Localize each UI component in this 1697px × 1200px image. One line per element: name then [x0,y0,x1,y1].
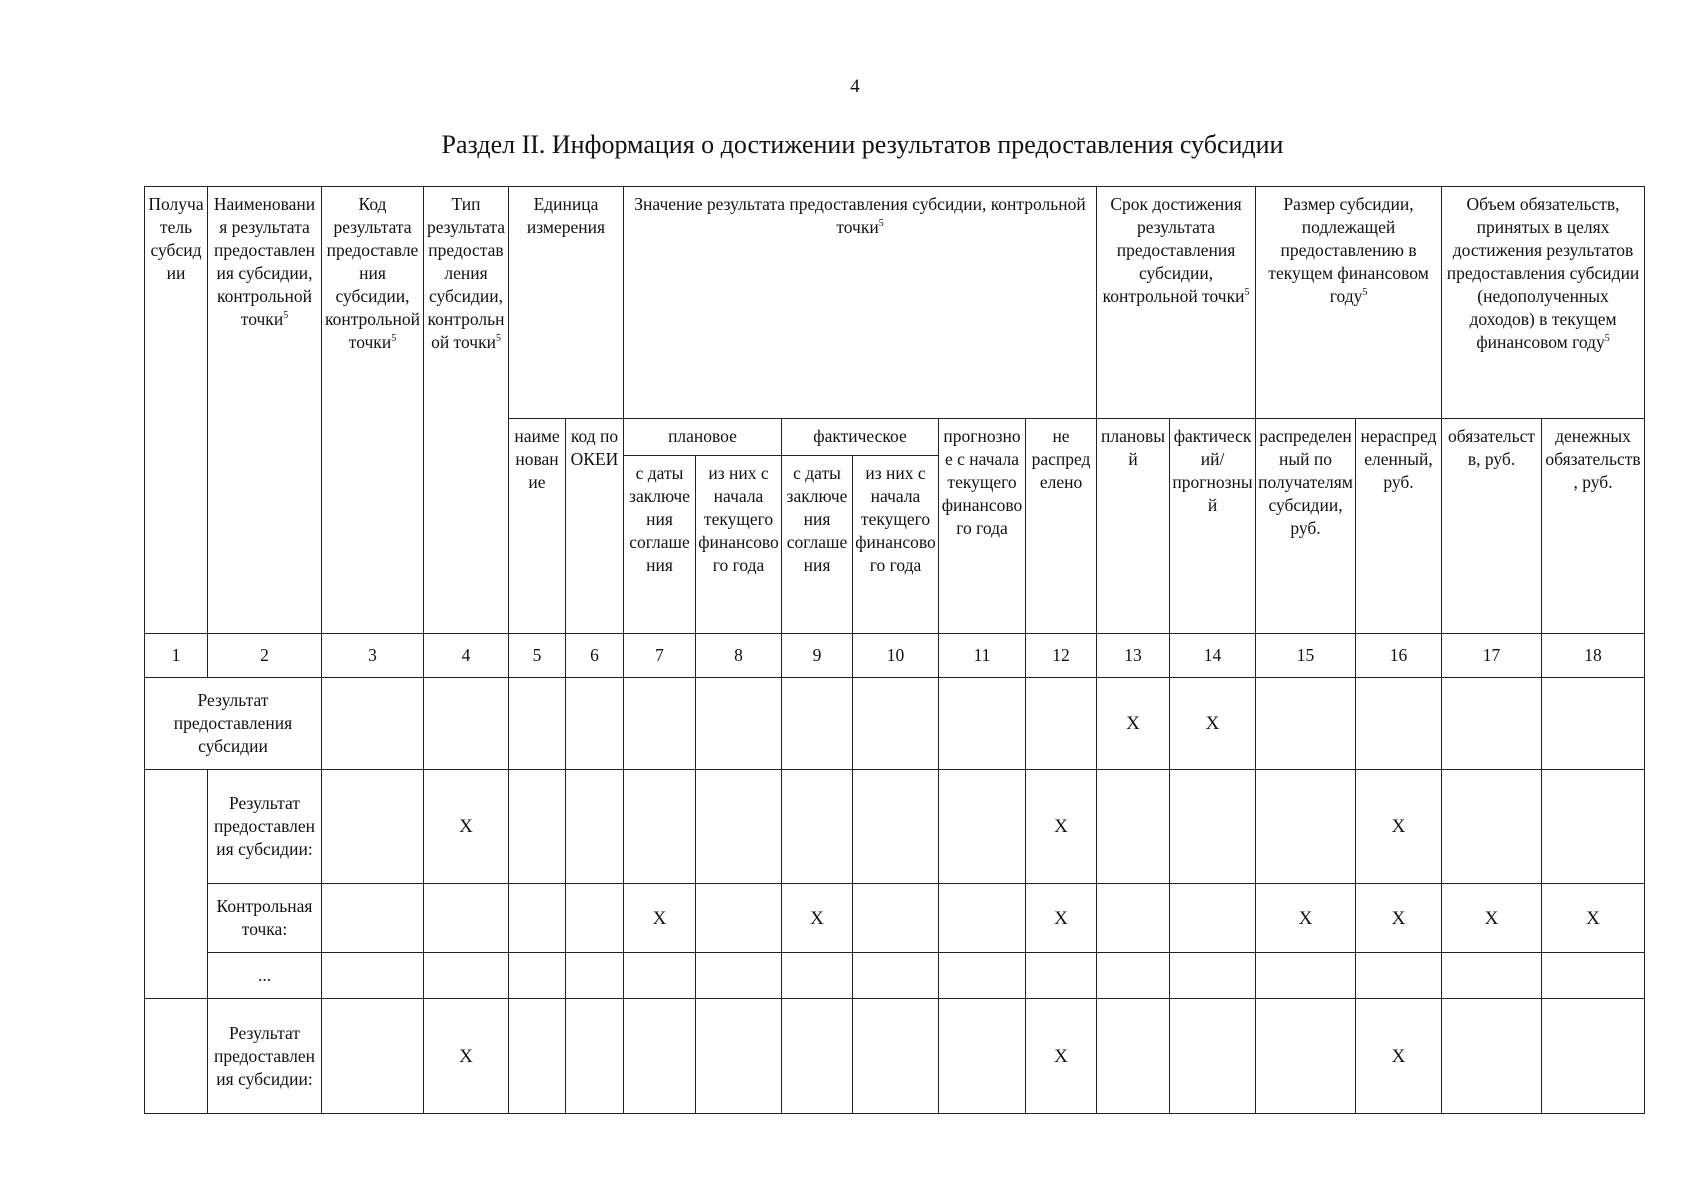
header-planned-since-year: из них с начала текущего финансового года [696,456,782,634]
header-deadline-actual: фактический/прогнозный [1170,419,1256,634]
header-monetary-rub: денежных обязательств, руб. [1542,419,1645,634]
header-recipient: Получатель субсидии [145,187,208,634]
header-obligations: Объем обязательств, принятых в целях достижения результатов предоставления субсидии (недополученных доходов) в текущем финансовом году$^5$ [1442,187,1645,419]
ellipsis-row [145,953,1645,999]
header-unit-name: наименование [509,419,566,634]
col-number: 4 [424,634,509,678]
x-mark: X [1256,884,1356,953]
header-code: Код результата предоставления субсидии, контрольной точки$^5$ [322,187,424,634]
x-mark: X [1026,884,1097,953]
x-mark: X [1356,770,1442,884]
x-mark: X [624,884,696,953]
col-number: 6 [566,634,624,678]
header-actual-since-year: из них с начала текущего финансового года [853,456,939,634]
header-unit: Единица измерения [509,187,624,419]
x-mark: X [1356,884,1442,953]
x-mark: X [1170,678,1256,770]
header-subsidy-size: Размер субсидии, подлежащей предоставлению в текущем финансовом году$^5$ [1256,187,1442,419]
result-item-label: Результат предоставления субсидии: [208,999,322,1114]
col-number: 18 [1542,634,1645,678]
col-number: 13 [1097,634,1170,678]
result-item-label: Результат предоставления субсидии: [208,770,322,884]
header-planned-since-agreement: с даты заключения соглашения [624,456,696,634]
col-number: 16 [1356,634,1442,678]
col-number: 5 [509,634,566,678]
col-number: 12 [1026,634,1097,678]
recipient-cell [145,999,208,1114]
result-item-row [145,770,1645,884]
header-actual: фактическое [782,419,939,456]
header-forecast: прогнозное с начала текущего финансового года [939,419,1026,634]
column-number-row [145,634,1645,678]
header-actual-since-agreement: с даты заключения соглашения [782,456,853,634]
x-mark: X [1356,999,1442,1114]
col-number: 8 [696,634,782,678]
col-number: 9 [782,634,853,678]
col-number: 14 [1170,634,1256,678]
col-number: 17 [1442,634,1542,678]
checkpoint-label: Контрольная точка: [208,884,322,953]
col-number: 7 [624,634,696,678]
col-number: 11 [939,634,1026,678]
header-distributed: распределенный по получателям субсидии, руб. [1256,419,1356,634]
checkpoint-row [145,884,1645,953]
col-number: 15 [1256,634,1356,678]
page-number: 4 [850,76,860,97]
col-number: 1 [145,634,208,678]
header-deadline-planned: плановый [1097,419,1170,634]
header-unit-okei: код по ОКЕИ [566,419,624,634]
x-mark: X [1097,678,1170,770]
result-item-row [145,999,1645,1114]
x-mark: X [1026,999,1097,1114]
header-planned: плановое [624,419,782,456]
header-unallocated: не распределено [1026,419,1097,634]
x-mark: X [424,999,509,1114]
x-mark: X [1542,884,1645,953]
results-table [144,186,1645,1114]
header-name: Наименования результата предоставления субсидии, контрольной точки$^5$ [208,187,322,634]
header-deadline: Срок достижения результата предоставления субсидии, контрольной точки$^5$ [1097,187,1256,419]
col-number: 3 [322,634,424,678]
page-title: Раздел II. Информация о достижении результатов предоставления субсидии [441,130,1284,159]
x-mark: X [424,770,509,884]
x-mark: X [1026,770,1097,884]
x-mark: X [782,884,853,953]
col-number: 10 [853,634,939,678]
ellipsis: ... [208,953,322,999]
header-obligations-rub: обязательств, руб. [1442,419,1542,634]
header-type: Тип результата предоставления субсидии, контрольной точки$^5$ [424,187,509,634]
header-undistributed: нераспределенный, руб. [1356,419,1442,634]
x-mark: X [1442,884,1542,953]
recipient-cell [145,770,208,999]
col-number: 2 [208,634,322,678]
result-total-row [145,678,1645,770]
header-value: Значение результата предоставления субсидии, контрольной точки$^5$ [624,187,1097,419]
result-total-label: Результат предоставления субсидии [145,678,322,770]
